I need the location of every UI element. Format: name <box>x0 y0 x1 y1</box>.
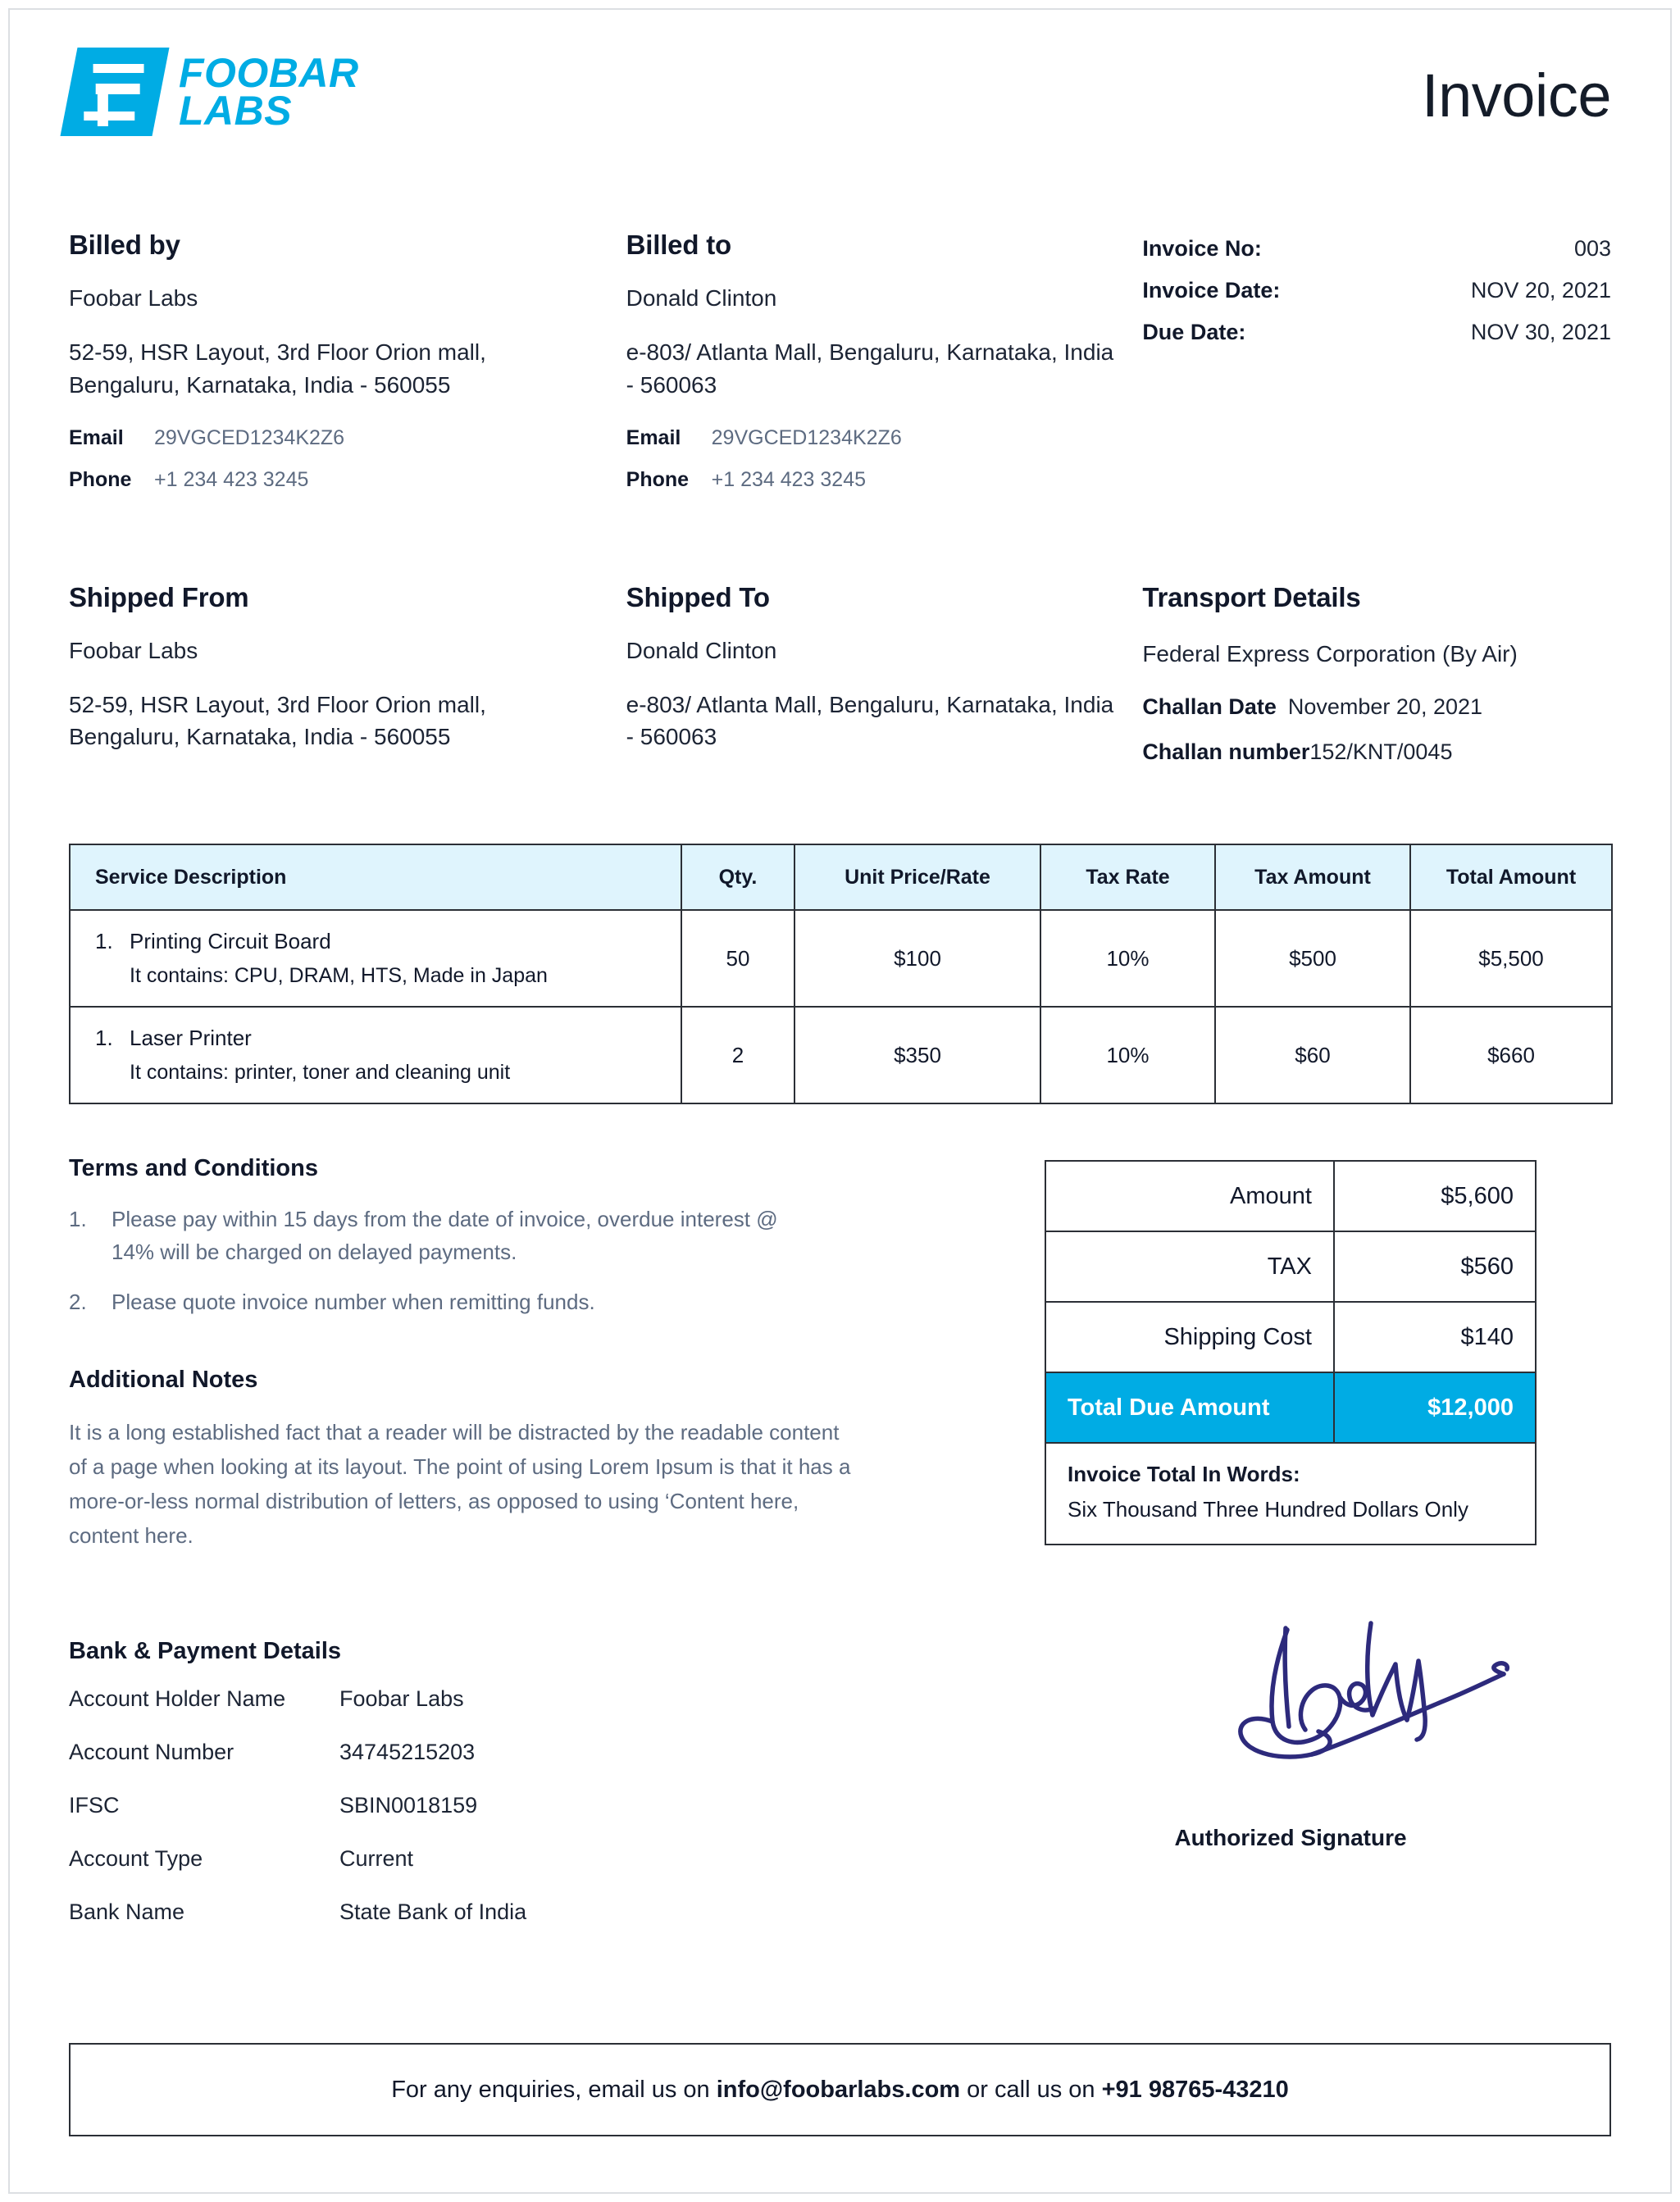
page-title: Invoice <box>1422 61 1611 130</box>
due-date-label: Due Date: <box>1142 320 1246 344</box>
challan-date-label: Challan Date <box>1142 694 1277 720</box>
billed-by-email-value: 29VGCED1234K2Z6 <box>154 425 345 449</box>
terms-heading: Terms and Conditions <box>69 1155 318 1182</box>
item-qty: 50 <box>681 910 794 1007</box>
brand-name-line2: LABS <box>179 88 293 134</box>
terms-list <box>69 1203 1045 1319</box>
billed-to-block <box>626 230 1143 510</box>
total-due-row <box>1045 1372 1536 1443</box>
signature-label: Authorized Signature <box>1174 1825 1407 1851</box>
table-header-row <box>70 844 1612 910</box>
table-row <box>69 1899 526 1953</box>
item-unit-price: $100 <box>794 910 1040 1007</box>
shipped-to-address: e-803/ Atlanta Mall, Bengaluru, Karnataka, India - 560063 <box>626 691 1114 750</box>
total-due-value: $12,000 <box>1334 1372 1536 1443</box>
bank-value-bank-name: State Bank of India <box>339 1899 527 1925</box>
due-date-row <box>1142 320 1611 345</box>
billed-to-phone-label: Phone <box>626 467 690 491</box>
bank-key-bank-name: Bank Name <box>69 1899 185 1925</box>
footer-email[interactable]: info@foobarlabs.com <box>716 2076 961 2103</box>
bank-value-account-holder: Foobar Labs <box>339 1686 464 1712</box>
billed-by-heading: Billed by <box>69 230 180 260</box>
billed-by-name: Foobar Labs <box>69 285 198 311</box>
bank-key-account-type: Account Type <box>69 1846 203 1872</box>
signature-area <box>1045 1638 1537 1851</box>
shipped-to-block <box>626 582 1143 785</box>
col-header-unit-price: Unit Price/Rate <box>794 844 1040 910</box>
table-row <box>70 1007 1612 1103</box>
footer-phone[interactable]: +91 98765-43210 <box>1101 2076 1289 2103</box>
total-in-words-cell <box>1045 1443 1536 1545</box>
billed-by-phone-row <box>69 468 626 492</box>
term-number: 2. <box>69 1290 87 1315</box>
invoice-meta-block <box>1142 230 1611 510</box>
bank-signature-section <box>69 1638 1611 1953</box>
totals-tax-value: $560 <box>1334 1231 1536 1302</box>
transport-carrier: Federal Express Corporation (By Air) <box>1142 640 1518 667</box>
billed-by-email-label: Email <box>69 425 124 449</box>
invoice-no-row <box>1142 236 1611 262</box>
challan-number-label: Challan number <box>1142 739 1310 765</box>
item-number: 1. <box>95 1026 113 1051</box>
bank-key-account-holder: Account Holder Name <box>69 1686 286 1712</box>
bank-details-table <box>69 1686 526 1953</box>
billed-to-phone-row <box>626 468 1143 492</box>
billed-to-email-row <box>626 426 1143 450</box>
footer-bar <box>69 2043 1611 2136</box>
item-detail: It contains: CPU, DRAM, HTS, Made in Japan <box>130 964 548 988</box>
item-total-amount: $5,500 <box>1410 910 1612 1007</box>
item-tax-rate: 10% <box>1040 910 1215 1007</box>
term-number: 1. <box>69 1207 87 1232</box>
invoice-date-label: Invoice Date: <box>1142 278 1281 303</box>
shipped-from-name: Foobar Labs <box>69 637 198 663</box>
totals-row-amount <box>1045 1161 1536 1231</box>
col-header-qty: Qty. <box>681 844 794 910</box>
total-in-words-row <box>1045 1443 1536 1545</box>
list-item <box>69 1203 1045 1268</box>
billed-to-heading: Billed to <box>626 230 732 260</box>
shipped-to-name: Donald Clinton <box>626 637 777 663</box>
invoice-no-label: Invoice No: <box>1142 236 1262 261</box>
invoice-header <box>69 48 1611 171</box>
col-header-total-amount: Total Amount <box>1410 844 1612 910</box>
billed-to-name: Donald Clinton <box>626 285 777 311</box>
table-row <box>69 1846 526 1899</box>
brand-logo <box>69 48 359 136</box>
shipped-from-address: 52-59, HSR Layout, 3rd Floor Orion mall, Bengaluru, Karnataka, India - 560055 <box>69 691 486 750</box>
item-name: Printing Circuit Board <box>130 929 331 954</box>
billed-by-address: 52-59, HSR Layout, 3rd Floor Orion mall, Bengaluru, Karnataka, India - 560055 <box>69 339 486 398</box>
item-total-amount: $660 <box>1410 1007 1612 1103</box>
item-description-cell <box>70 1007 681 1103</box>
totals-row-shipping <box>1045 1302 1536 1372</box>
line-items-table <box>69 844 1613 1104</box>
table-row <box>70 910 1612 1007</box>
item-description-cell <box>70 910 681 1007</box>
item-tax-amount: $500 <box>1215 910 1410 1007</box>
totals-shipping-value: $140 <box>1334 1302 1536 1372</box>
footer-text <box>391 2077 1289 2104</box>
item-number: 1. <box>95 929 113 954</box>
totals-amount-label: Amount <box>1045 1161 1334 1231</box>
shipped-from-block <box>69 582 626 785</box>
due-date-value: NOV 30, 2021 <box>1470 320 1612 344</box>
col-header-tax-rate: Tax Rate <box>1040 844 1215 910</box>
item-unit-price: $350 <box>794 1007 1040 1103</box>
table-row <box>69 1793 526 1846</box>
shipped-from-heading: Shipped From <box>69 581 249 612</box>
totals-shipping-label: Shipping Cost <box>1045 1302 1334 1372</box>
invoice-meta-list <box>1142 236 1611 345</box>
transport-heading: Transport Details <box>1142 581 1361 612</box>
billed-to-email-label: Email <box>626 425 681 449</box>
invoice-no-value: 003 <box>1573 236 1612 261</box>
brand-name-line1: FOOBAR <box>179 50 359 96</box>
billed-by-block <box>69 230 626 510</box>
brand-name <box>179 50 359 134</box>
challan-date-row <box>1142 694 1611 720</box>
additional-notes-body: It is a long established fact that a reader will be distracted by the readable content of a page when looking at its layout. The point of using Lorem Ipsum is that it has a more-or-less normal distribution of letters, as opposed to using ‘Content here, content here. <box>69 1419 851 1549</box>
shipped-to-heading: Shipped To <box>626 581 770 612</box>
terms-notes-column <box>69 1155 1045 1553</box>
item-qty: 2 <box>681 1007 794 1103</box>
transport-details-block <box>1142 582 1611 785</box>
col-header-service-description: Service Description <box>70 844 681 910</box>
bank-details-block <box>69 1638 1045 1953</box>
bank-key-account-number: Account Number <box>69 1740 234 1765</box>
list-item <box>69 1286 1045 1319</box>
table-row <box>69 1686 526 1740</box>
footer-prefix: For any enquiries, email us on <box>391 2076 717 2103</box>
billing-section <box>69 230 1611 510</box>
additional-notes-heading: Additional Notes <box>69 1366 258 1393</box>
total-in-words-label: Invoice Total In Words: <box>1068 1462 1300 1487</box>
footer-middle: or call us on <box>960 2076 1102 2103</box>
billed-by-email-row <box>69 426 626 450</box>
bank-value-account-number: 34745215203 <box>339 1740 476 1765</box>
billed-to-phone-value: +1 234 423 3245 <box>711 467 867 491</box>
shipping-section <box>69 582 1611 785</box>
term-text: Please pay within 15 days from the date of invoice, overdue interest @ 14% will be charged on delayed payments. <box>112 1207 778 1264</box>
handwritten-signature-icon <box>1227 1610 1522 1766</box>
billed-to-address: e-803/ Atlanta Mall, Bengaluru, Karnataka, India - 560063 <box>626 339 1114 398</box>
total-due-label: Total Due Amount <box>1045 1372 1334 1443</box>
total-in-words-value: Six Thousand Three Hundred Dollars Only <box>1068 1497 1468 1522</box>
invoice-date-value: NOV 20, 2021 <box>1470 278 1612 303</box>
foobar-labs-f-mark-icon <box>61 48 170 136</box>
item-name: Laser Printer <box>130 1026 252 1051</box>
totals-tax-label: TAX <box>1045 1231 1334 1302</box>
item-detail: It contains: printer, toner and cleaning unit <box>130 1061 511 1085</box>
totals-column <box>1045 1155 1537 1553</box>
item-tax-rate: 10% <box>1040 1007 1215 1103</box>
totals-row-tax <box>1045 1231 1536 1302</box>
totals-amount-value: $5,600 <box>1334 1161 1536 1231</box>
table-row <box>69 1740 526 1793</box>
invoice-date-row <box>1142 278 1611 303</box>
billed-by-phone-label: Phone <box>69 467 132 491</box>
bank-heading: Bank & Payment Details <box>69 1638 342 1665</box>
term-text: Please quote invoice number when remitting funds. <box>112 1290 595 1315</box>
additional-notes-block <box>69 1367 1045 1553</box>
item-tax-amount: $60 <box>1215 1007 1410 1103</box>
challan-number-row <box>1142 739 1611 765</box>
bank-value-account-type: Current <box>339 1846 414 1872</box>
signature-block <box>1045 1638 1537 1953</box>
billed-by-phone-value: +1 234 423 3245 <box>154 467 309 491</box>
col-header-tax-amount: Tax Amount <box>1215 844 1410 910</box>
bank-key-ifsc: IFSC <box>69 1793 120 1818</box>
challan-date-value: November 20, 2021 <box>1287 694 1483 720</box>
terms-and-totals-section <box>69 1155 1611 1553</box>
challan-number-value: 152/KNT/0045 <box>1309 739 1453 765</box>
totals-table <box>1045 1160 1537 1545</box>
bank-value-ifsc: SBIN0018159 <box>339 1793 478 1818</box>
billed-to-email-value: 29VGCED1234K2Z6 <box>711 425 902 449</box>
